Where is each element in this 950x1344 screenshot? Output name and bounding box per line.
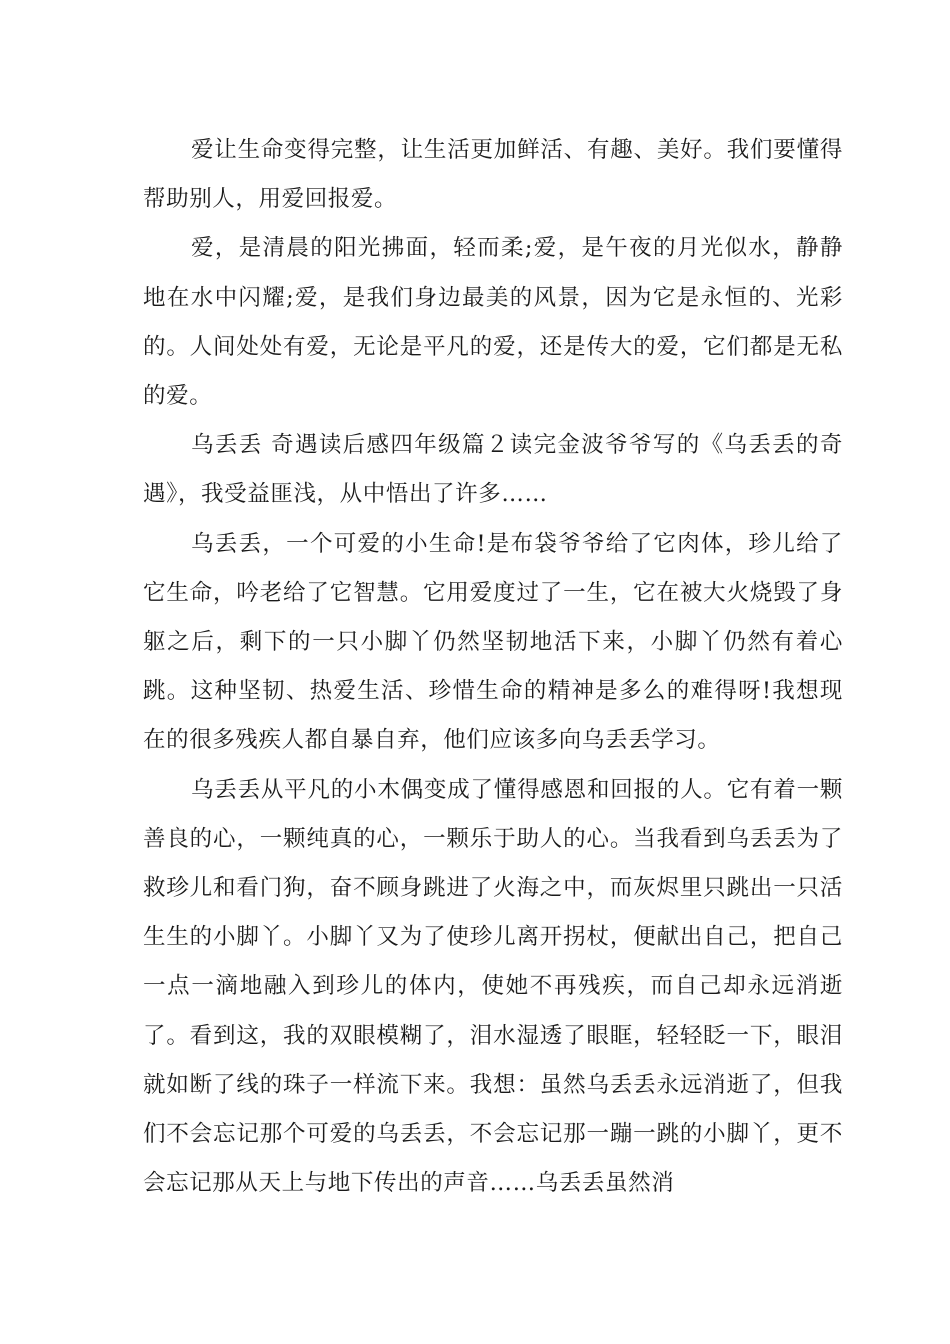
paragraph-wudiudiu-life: 乌丢丢，一个可爱的小生命!是布袋爷爷给了它肉体，珍儿给了它生命，吟老给了它智慧。它用爱度过了一生，它在被大火烧毁了身躯之后，剩下的一只小脚丫仍然坚韧地活下来，小脚丫仍然有着心跳。这种坚韧、热爱生活、珍惜生命的精神是多么的难得呀!我想现在的很多残疾人都自暴自弃，他们应该多向乌丢丢学习。	[143, 530, 843, 754]
paragraph-love-metaphors: 爱，是清晨的阳光拂面，轻而柔;爱，是午夜的月光似水，静静地在水中闪耀;爱，是我们身边最美的风景，因为它是永恒的、光彩的。人间处处有爱，无论是平凡的爱，还是传大的爱，它们都是无私的爱。	[143, 235, 843, 410]
paragraph-wudiudiu-sacrifice: 乌丢丢从平凡的小木偶变成了懂得感恩和回报的人。它有着一颗善良的心，一颗纯真的心，一颗乐于助人的心。当我看到乌丢丢为了救珍儿和看门狗，奋不顾身跳进了火海之中，而灰烬里只跳出一只活生生的小脚丫。小脚丫又为了使珍儿离开拐杖，便献出自己，把自己一点一滴地融入到珍儿的体内，使她不再残疾，而自己却永远消逝了。看到这，我的双眼模糊了，泪水湿透了眼眶，轻轻眨一下，眼泪就如断了线的珠子一样流下来。我想：虽然乌丢丢永远消逝了，但我们不会忘记那个可爱的乌丢丢，不会忘记那一蹦一跳的小脚丫，更不会忘记那从天上与地下传出的声音……乌丢丢虽然消	[143, 776, 843, 1197]
article-body	[143, 126, 843, 1208]
paragraph-love-summary: 爱让生命变得完整，让生活更加鲜活、有趣、美好。我们要懂得帮助别人，用爱回报爱。	[143, 137, 843, 213]
paragraph-book-intro: 乌丢丢 奇遇读后感四年级篇２读完金波爷爷写的《乌丢丢的奇遇》，我受益匪浅，从中悟出了许多……	[143, 432, 843, 508]
